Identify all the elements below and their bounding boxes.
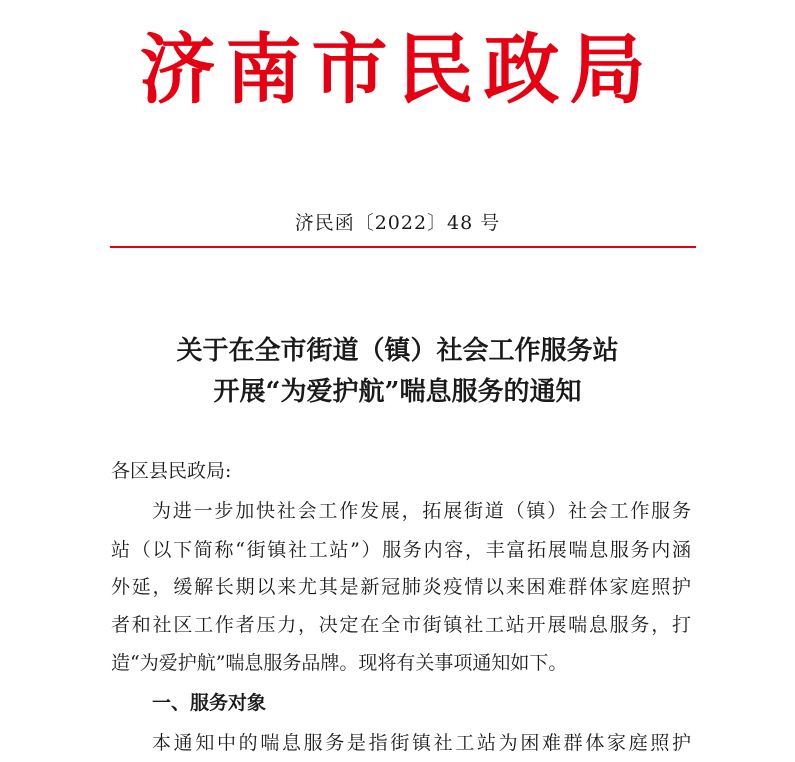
section-heading: 一、服务对象 [152, 692, 267, 714]
paragraph-line: 站（以下简称“街镇社工站”）服务内容，丰富拓展喘息服务内涵 [111, 539, 691, 561]
salutation: 各区县民政局: [111, 460, 232, 482]
paragraph-line: 本通知中的喘息服务是指街镇社工站为困难群体家庭照护 [152, 732, 691, 754]
document-title-line-2: 开展“为爱护航”喘息服务的通知 [213, 377, 582, 407]
paragraph-line: 者和社区工作者压力，决定在全市街镇社工站开展喘息服务，打 [111, 614, 691, 636]
paragraph-line: 造“为爱护航”喘息服务品牌。现将有关事项通知如下。 [111, 652, 568, 674]
document-title-line-1: 关于在全市街道（镇）社会工作服务站 [176, 336, 619, 366]
paragraph-line: 外延，缓解长期以来尤其是新冠肺炎疫情以来困难群体家庭照护 [111, 576, 691, 598]
red-divider-line [110, 246, 696, 248]
masthead-title: 济南市民政局 [139, 25, 656, 114]
paragraph-line: 为进一步加快社会工作发展，拓展街道（镇）社会工作服务 [152, 500, 691, 522]
document-number: 济民函〔2022〕48 号 [294, 212, 501, 234]
